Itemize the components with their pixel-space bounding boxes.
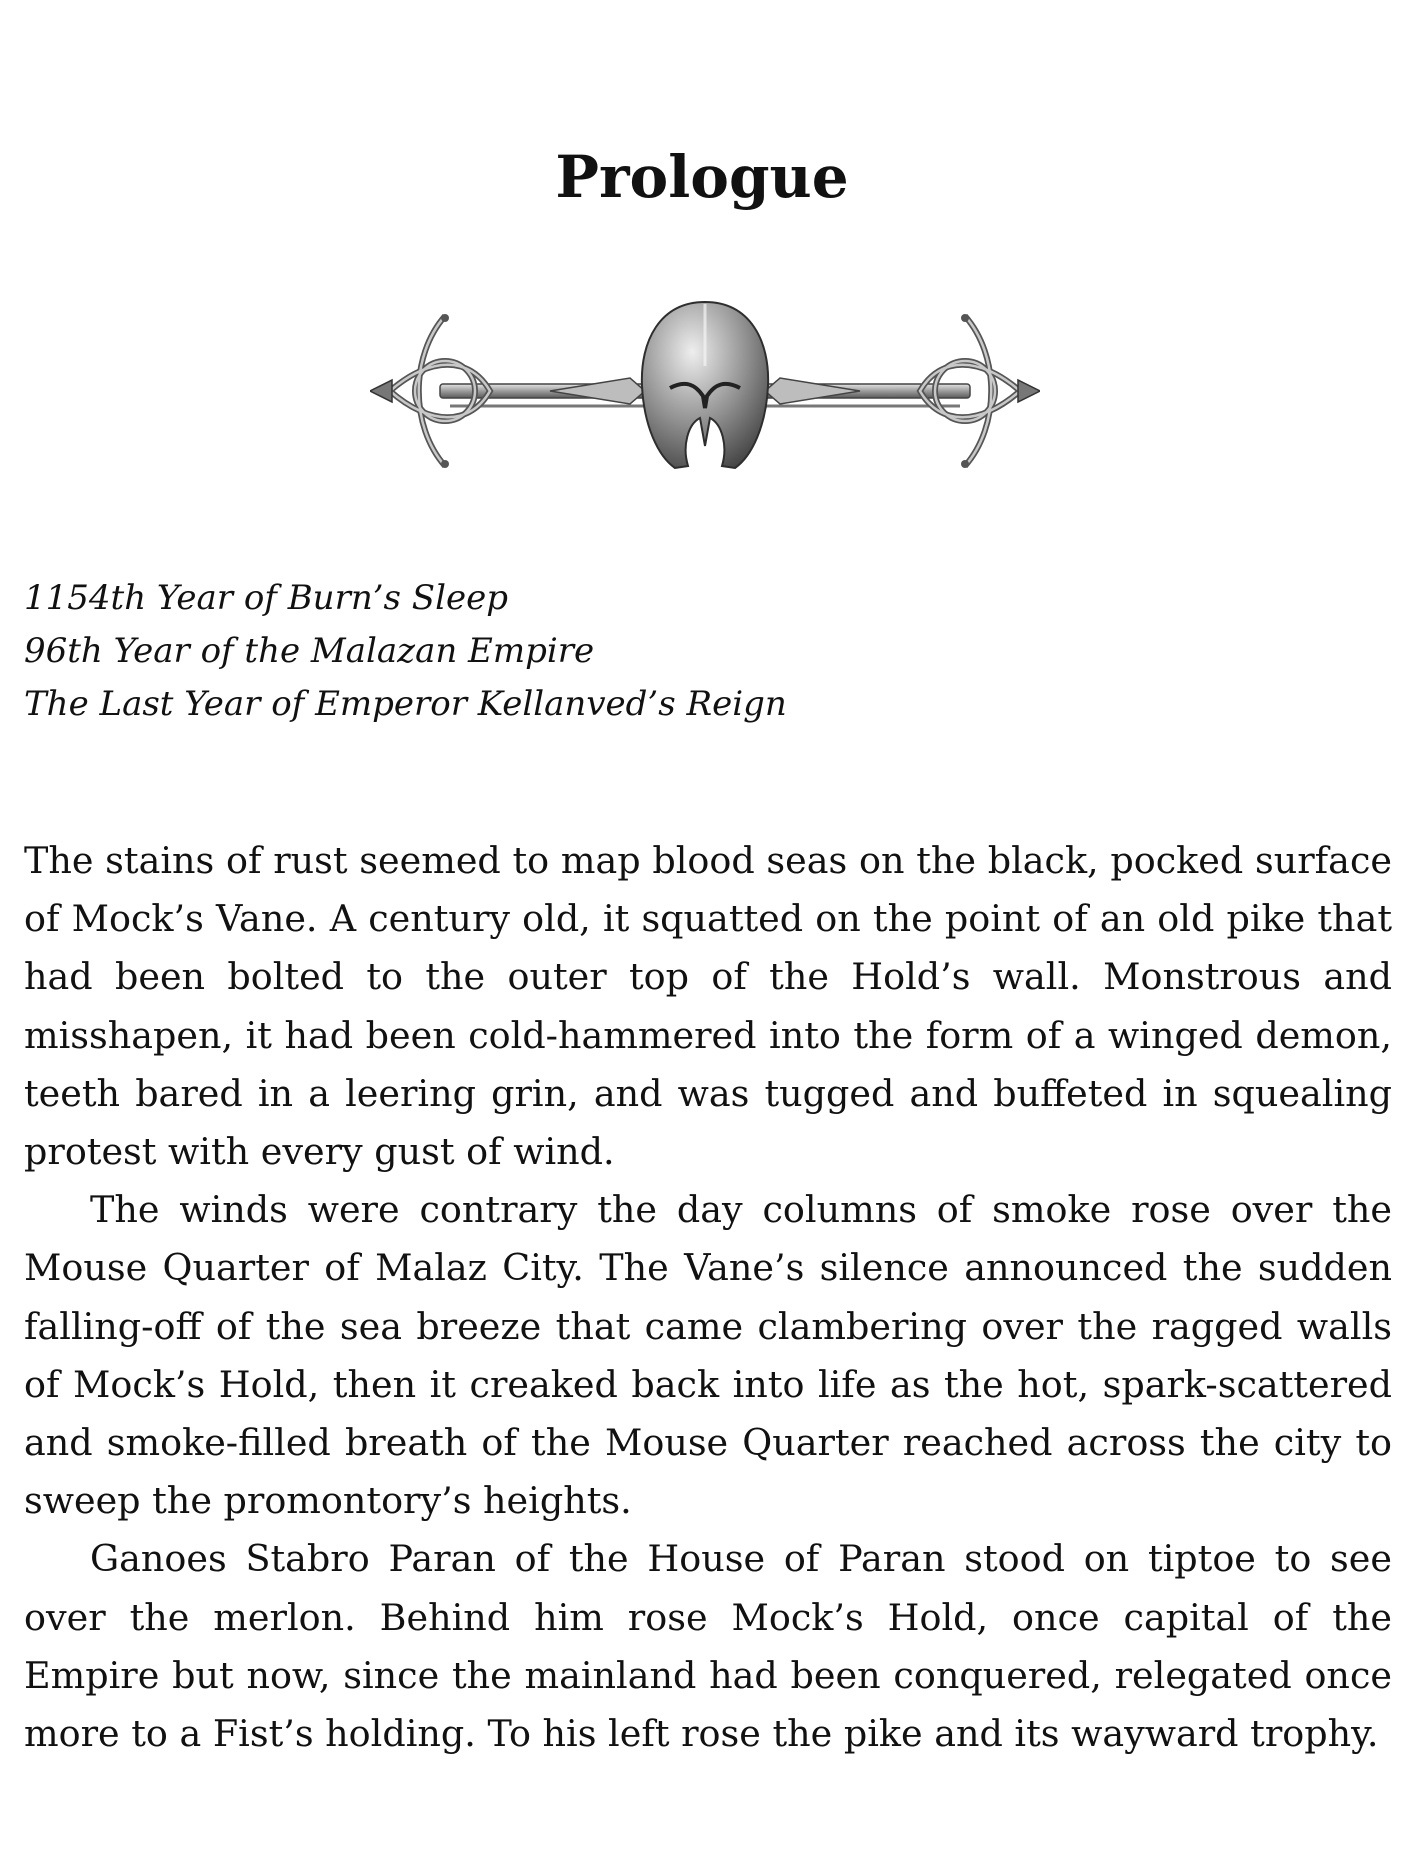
epigraph-line: 96th Year of the Malazan Empire	[24, 631, 595, 671]
paragraph: The winds were contrary the day columns of smoke rose over the Mouse Quarter of Malaz City. The Vane’s silence announced the sudden falling-off of the sea breeze that came clambering over the ragged walls of Mock’s Hold, then it creaked back into life as the hot, spark-scattered and smoke-filled breath of the Mouse Quarter reached across the city to sweep the promontory’s heights.	[24, 1188, 1392, 1523]
epigraph-line: The Last Year of Emperor Kellanved’s Reign	[24, 684, 787, 724]
paragraph: The stains of rust seemed to map blood seas on the black, pocked surface of Mock’s Vane. A century old, it squatted on the point of an old pike that had been bolted to the outer top of the Hold’s wall. Monstrous and misshapen, it had been cold-hammered into the form of a winged demon, teeth bared in a leering grin, and was tugged and buffeted in squealing protest with every gust of wind.	[24, 839, 1392, 1174]
epigraph	[24, 572, 1384, 731]
epigraph-line: 1154th Year of Burn’s Sleep	[24, 578, 508, 618]
paragraph: Ganoes Stabro Paran of the House of Paran stood on tiptoe to see over the merlon. Behind him rose Mock’s Hold, once capital of the Empire but now, since the mainland had been conquered, relegated once more to a Fist’s holding. To his left rose the pike and its wayward trophy.	[24, 1537, 1392, 1756]
chapter-title: Prologue	[555, 143, 849, 211]
helmet-and-crossed-spear-ornament-icon	[370, 296, 1040, 486]
body-text	[24, 832, 1392, 1763]
